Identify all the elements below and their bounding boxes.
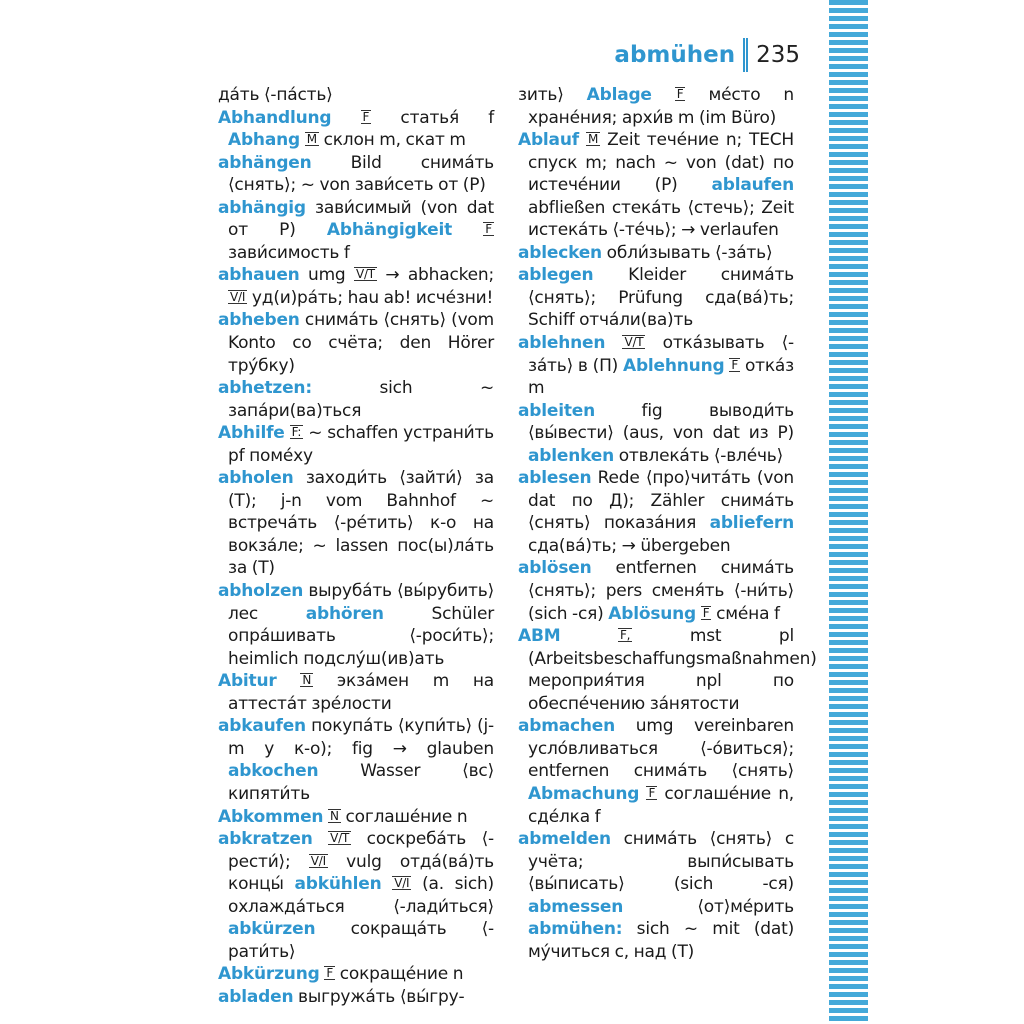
page-number: 235 — [756, 42, 800, 68]
entry: Abkommen N соглаше́ние n — [218, 806, 468, 827]
entry: abmelden снима́ть ⟨снять⟩ с учёта; выпи́сывать ⟨вы́писать⟩ (sich -ся) abmessen ⟨от⟩ме́рить abmühen: sich ~ mit (dat) му́читься с, над (T) — [518, 829, 794, 962]
running-head-separator — [743, 38, 748, 72]
entry: abhetzen: sich ~ запа́ри(ва)ться — [218, 378, 494, 421]
side-stripe-band — [829, 0, 868, 1024]
entry: Abhandlung F статья́ f Abhang M склон m, скат m — [218, 107, 494, 151]
running-head — [560, 38, 800, 72]
entry: abholen заходи́ть ⟨зайти́⟩ за (T); j-n vom Bahnhof ~ встреча́ть ⟨-ре́тить⟩ к-о на вокза́ле; ~ lassen пос(ы)ла́ть за (T) — [218, 468, 494, 579]
entry: Abitur N экза́мен m на аттеста́т зре́лости — [218, 671, 494, 714]
entry: Abkürzung F сокраще́ние n — [218, 964, 464, 985]
entry: abholzen выруба́ть ⟨вы́рубить⟩ лес abhören Schüler опра́шивать ⟨-роси́ть⟩; heimlich подслу́ш(ив)ать — [218, 581, 494, 669]
entry: Abhilfe F: ~ schaffen устрани́ть pf поме́ху — [218, 423, 494, 466]
entry: abhängig зави́симый (von dat от P) Abhängigkeit F зави́симость f — [218, 197, 494, 263]
entry: да́ть ⟨-па́сть⟩ — [218, 85, 333, 105]
running-head-word: abmühen — [614, 42, 736, 68]
entry: ablösen entfernen снима́ть ⟨снять⟩; pers сменя́ть ⟨-ни́ть⟩ (sich -ся) Ablösung F сме́на f — [518, 558, 794, 624]
entry: зить⟩ Ablage F ме́сто n хране́ния; архи́в m (im Büro) — [518, 85, 794, 128]
entry: ablegen Kleider снима́ть ⟨снять⟩; Prüfung сда(ва́)ть; Schiff отча́ли(ва)ть — [518, 265, 794, 331]
entry: abhängen Bild снима́ть ⟨снять⟩; ~ von зави́сеть от (P) — [218, 152, 494, 196]
entry: abladen выгружа́ть ⟨вы́гру- — [218, 986, 465, 1007]
left-column — [218, 84, 494, 1008]
entry: abkratzen V/T соскреба́ть ⟨-рести́⟩; V/I vulg отда́(ва́)ть концы́ abkühlen V/I (a. sich) охлажда́ться ⟨-лади́ться⟩ abkürzen сокраща́ть ⟨-рати́ть⟩ — [218, 829, 494, 962]
entry: ablecken обли́зывать ⟨-за́ть⟩ — [518, 242, 773, 263]
entry: ableiten fig выводи́ть ⟨вы́вести⟩ (aus, von dat из P) ablenken отвлека́ть ⟨-вле́чь⟩ — [518, 400, 794, 466]
entry: abkaufen покупа́ть ⟨купи́ть⟩ (j-m у к-о); fig → glauben abkochen Wasser ⟨вс⟩кипяти́ть — [218, 716, 494, 804]
entry: ablehnen V/T отка́зывать ⟨-за́ть⟩ в (П) Ablehnung F отка́з m — [518, 333, 794, 399]
entry: abheben снима́ть ⟨снять⟩ (vom Konto со счёта; den Hörer тру́бку) — [218, 310, 494, 376]
right-column — [518, 84, 817, 963]
entry: abhauen umg V/T → abhacken; V/I уд(и)ра́ть; hau ab! исче́зни! — [218, 265, 494, 308]
entry: Ablauf M Zeit тече́ние n; TECH спуск m; nach ~ von (dat) по истече́нии (P) ablaufen abfließen стека́ть ⟨стечь⟩; Zeit истека́ть ⟨-те́чь⟩; → verlaufen — [518, 130, 794, 241]
entry: abmachen umg vereinbaren усло́вливаться ⟨-о́виться⟩; entfernen снима́ть ⟨снять⟩ Abmachung F соглаше́ние n, сде́лка f — [518, 716, 794, 827]
entry: ABM F, mst pl (Arbeitsbeschaffungsmaßnahmen) мероприя́тия npl по обеспе́чению за́нятости — [518, 626, 817, 714]
entry: ablesen Rede ⟨про⟩чита́ть (von dat по Д); Zähler снима́ть ⟨снять⟩ показа́ния abliefern сда(ва́)ть; → übergeben — [518, 468, 794, 556]
